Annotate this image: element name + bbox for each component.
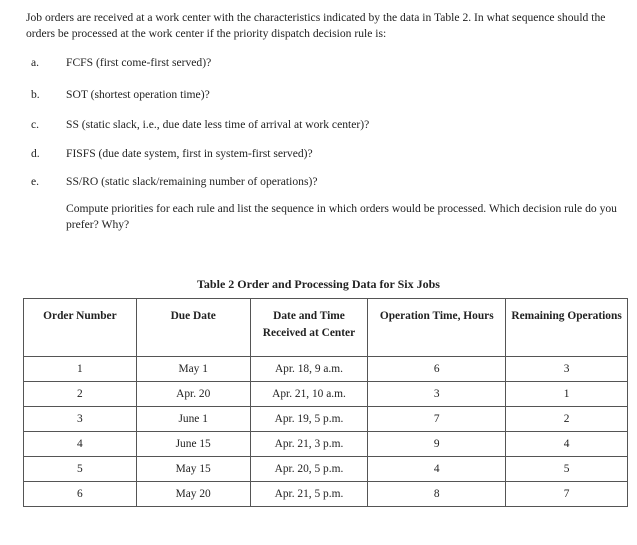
option-letter: c. (31, 118, 40, 131)
cell-order-number: 3 (24, 407, 137, 432)
option-text: SS (static slack, i.e., due date less time of arrival at work center)? (66, 118, 370, 131)
cell-due-date: May 20 (136, 482, 250, 507)
option-letter: d. (31, 147, 40, 160)
header-due-date: Due Date (136, 299, 250, 357)
cell-date-received: Apr. 21, 5 p.m. (250, 482, 368, 507)
cell-remaining-operations: 4 (506, 432, 628, 457)
cell-due-date: May 15 (136, 457, 250, 482)
cell-due-date: June 15 (136, 432, 250, 457)
option-letter: e. (31, 175, 40, 188)
cell-order-number: 2 (24, 382, 137, 407)
question-prompt: Compute priorities for each rule and list the sequence in which orders would be processed. Which decision rule do you prefer? Why? (66, 202, 617, 231)
cell-operation-time: 7 (368, 407, 506, 432)
table-row (24, 407, 628, 432)
cell-remaining-operations: 7 (506, 482, 628, 507)
cell-order-number: 5 (24, 457, 137, 482)
cell-date-received: Apr. 19, 5 p.m. (250, 407, 368, 432)
header-date-received: Date and Time Received at Center (250, 299, 368, 357)
table-row (24, 382, 628, 407)
table-row (24, 482, 628, 507)
cell-date-received: Apr. 20, 5 p.m. (250, 457, 368, 482)
cell-due-date: Apr. 20 (136, 382, 250, 407)
table-header-row (24, 299, 628, 357)
cell-operation-time: 9 (368, 432, 506, 457)
option-text: FCFS (first come-first served)? (66, 56, 212, 69)
cell-remaining-operations: 1 (506, 382, 628, 407)
table-row (24, 457, 628, 482)
option-letter: b. (31, 88, 40, 101)
cell-due-date: May 1 (136, 357, 250, 382)
option-text: SS/RO (static slack/remaining number of operations)? (66, 175, 318, 188)
order-data-table (23, 298, 628, 507)
cell-operation-time: 4 (368, 457, 506, 482)
cell-remaining-operations: 2 (506, 407, 628, 432)
cell-operation-time: 8 (368, 482, 506, 507)
header-order-number: Order Number (24, 299, 137, 357)
option-text: SOT (shortest operation time)? (66, 88, 210, 101)
cell-operation-time: 3 (368, 382, 506, 407)
header-remaining-operations: Remaining Operations (506, 299, 628, 357)
cell-due-date: June 1 (136, 407, 250, 432)
cell-order-number: 1 (24, 357, 137, 382)
cell-date-received: Apr. 21, 10 a.m. (250, 382, 368, 407)
cell-order-number: 6 (24, 482, 137, 507)
cell-remaining-operations: 3 (506, 357, 628, 382)
cell-remaining-operations: 5 (506, 457, 628, 482)
header-operation-time: Operation Time, Hours (368, 299, 506, 357)
table-row (24, 432, 628, 457)
option-letter: a. (31, 56, 40, 69)
intro-paragraph: Job orders are received at a work center with the characteristics indicated by the data in Table 2. In what sequence should the orders be processed at the work center if the priority dispatch decision rule is: (26, 11, 606, 40)
cell-operation-time: 6 (368, 357, 506, 382)
cell-order-number: 4 (24, 432, 137, 457)
table-row (24, 357, 628, 382)
cell-date-received: Apr. 18, 9 a.m. (250, 357, 368, 382)
table-caption: Table 2 Order and Processing Data for Six Jobs (197, 277, 440, 291)
option-text: FISFS (due date system, first in system-first served)? (66, 147, 313, 160)
cell-date-received: Apr. 21, 3 p.m. (250, 432, 368, 457)
